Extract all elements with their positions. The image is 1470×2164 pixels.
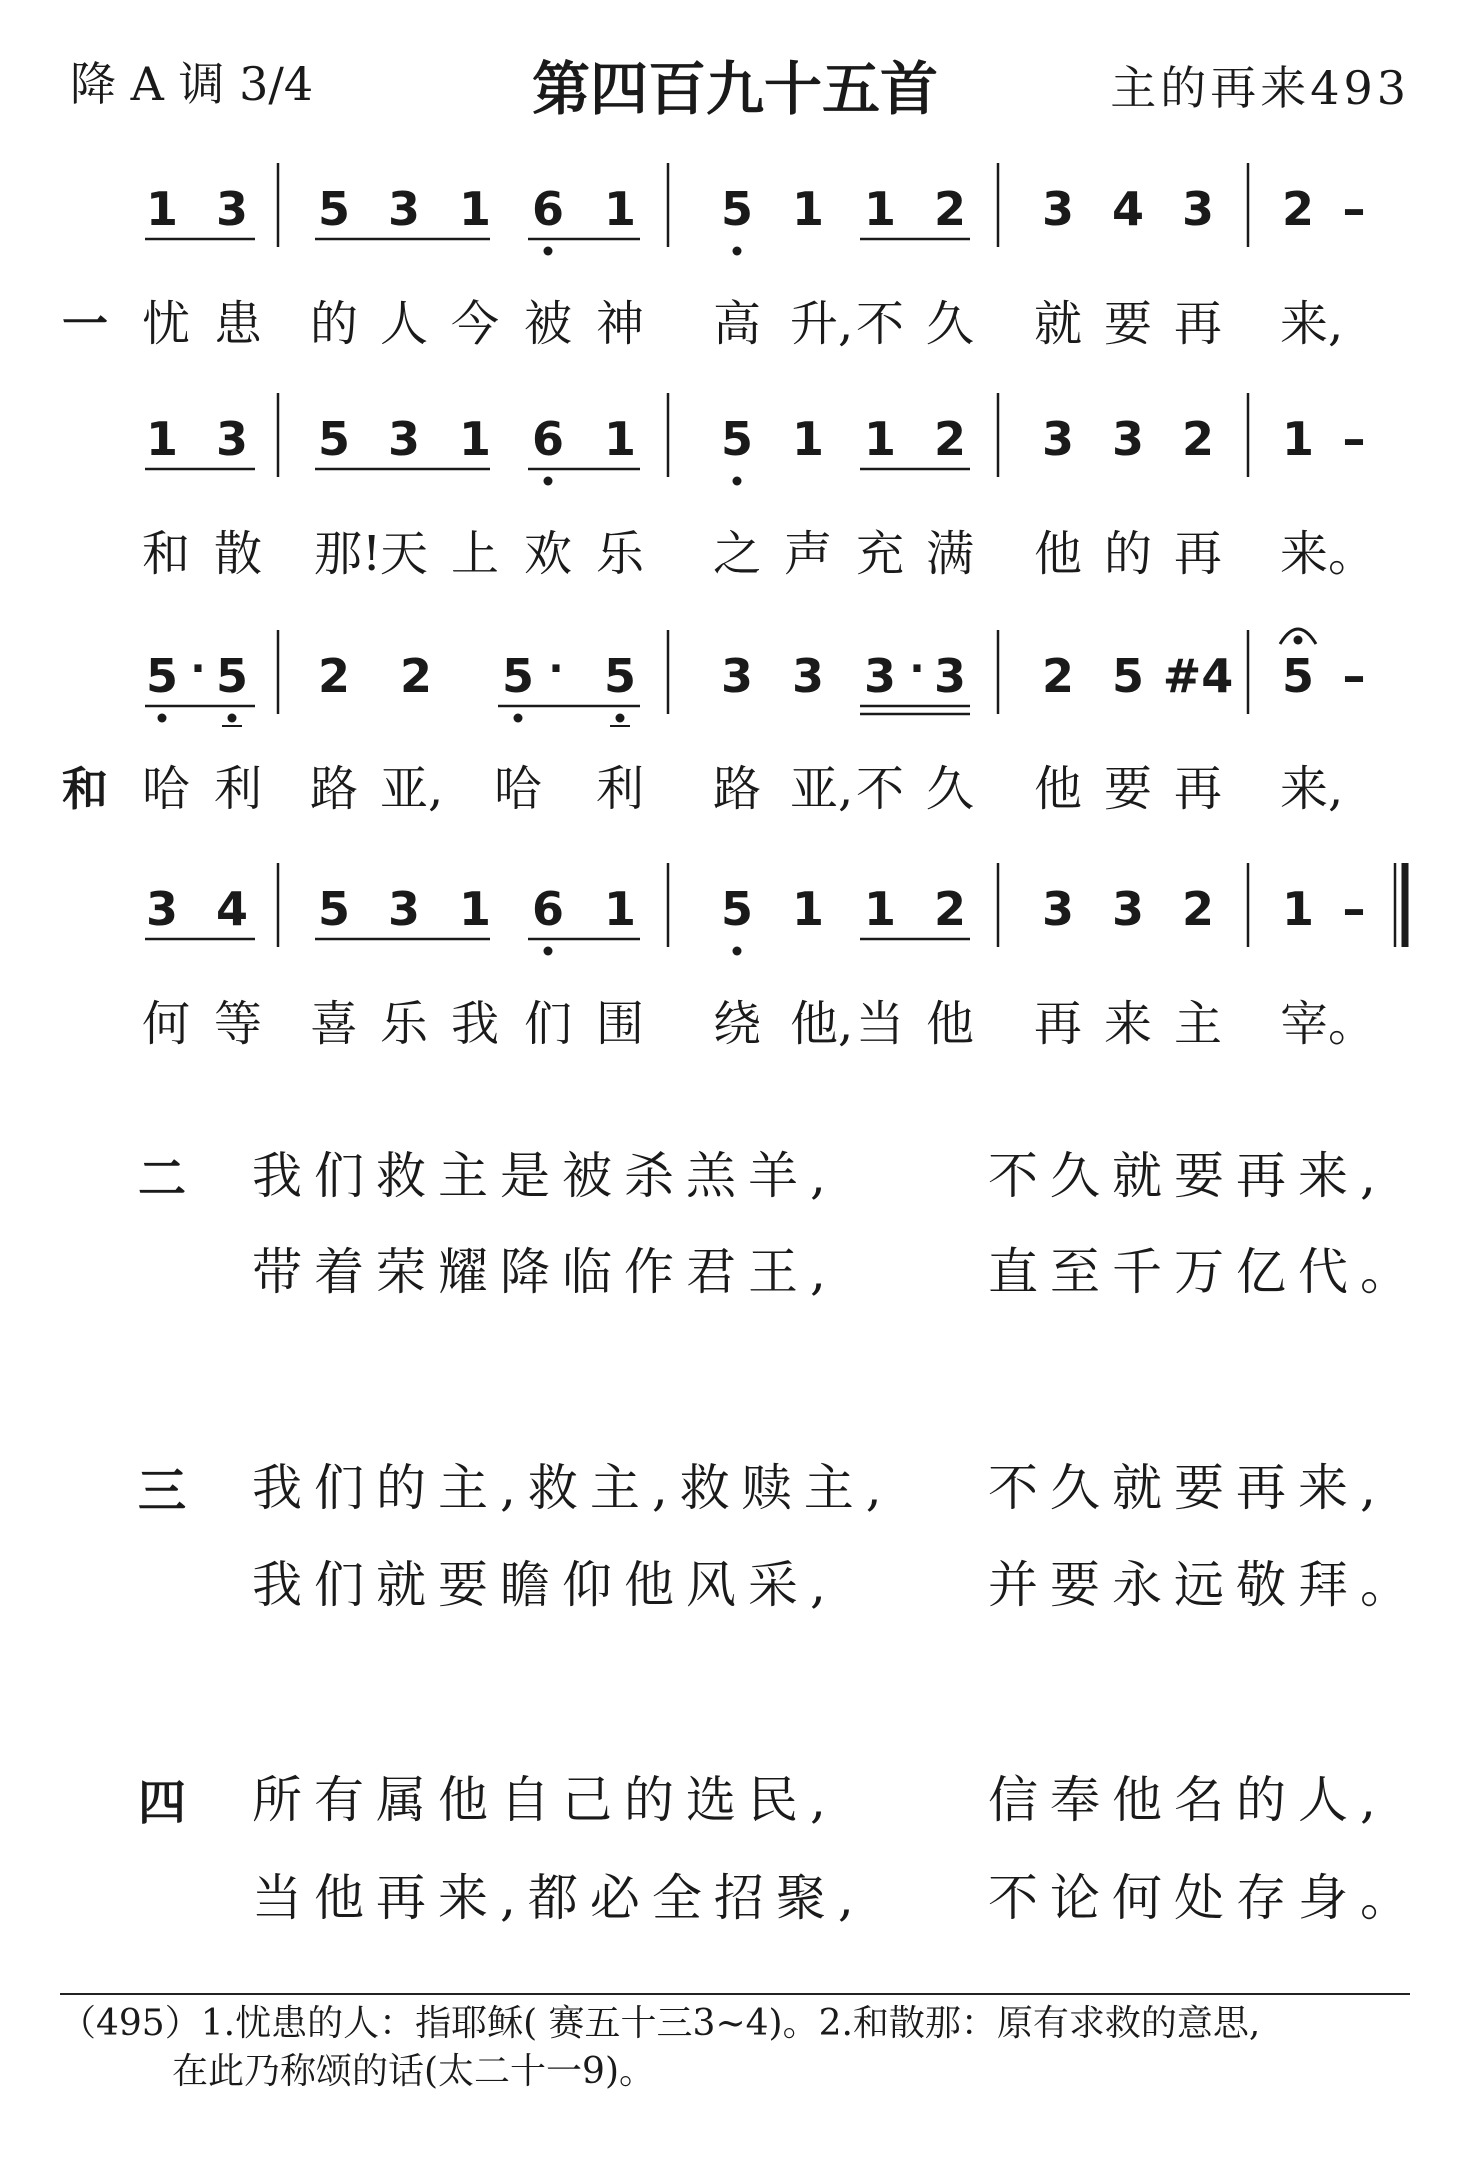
lyric-syllable: 哈: [494, 761, 543, 817]
note: 3: [791, 649, 825, 703]
verse-line: 我们就要瞻仰他风采,: [252, 1556, 838, 1614]
low-octave-dot: [544, 247, 553, 256]
extension-dash: –: [1342, 182, 1366, 236]
footnote-line-2: 在此乃称颂的话(太二十一9)。: [172, 2051, 655, 2092]
key-signature: 降 A 调 3/4: [70, 57, 314, 111]
augmentation-dot: ·: [909, 646, 925, 692]
low-octave-dot: [158, 714, 167, 723]
lyric-syllable: 他,: [790, 996, 854, 1052]
note: #4: [1162, 649, 1234, 703]
note: 3: [1041, 182, 1075, 236]
verse-line: 信奉他名的人,: [988, 1771, 1388, 1829]
lyric-syllable: 之: [713, 526, 762, 582]
note: 1: [458, 412, 492, 466]
note: 1: [458, 182, 492, 236]
lyric-syllable: 喜: [310, 996, 359, 1052]
verse-number: 三: [138, 1463, 187, 1519]
augmentation-dot: ·: [548, 646, 564, 692]
lyric-syllable: 满: [926, 526, 975, 582]
note: 6: [531, 182, 565, 236]
note: 1: [603, 882, 637, 936]
verse-line: 不久就要再来,: [988, 1147, 1388, 1205]
note: 5: [317, 182, 351, 236]
lyric-syllable: 的: [1104, 526, 1153, 582]
footnote-line-1: 1.忧患的人：指耶稣( 赛五十三3~4)。2.和散那：原有求救的意思,: [200, 2003, 1261, 2044]
note: 1: [791, 412, 825, 466]
note: 1: [145, 412, 179, 466]
note: 5: [317, 412, 351, 466]
lyric-syllable: 再: [1174, 296, 1223, 352]
lyric-syllable: 声: [784, 526, 833, 582]
lyric-syllable: 久: [926, 296, 975, 352]
lyric-syllable: 绕: [713, 996, 762, 1052]
lyric-syllable: 再: [1174, 526, 1223, 582]
note: 1: [863, 182, 897, 236]
note: 3: [1111, 882, 1145, 936]
lyric-syllable: 再: [1174, 761, 1223, 817]
footnote-ref: （495）: [60, 2003, 201, 2044]
note: 3: [215, 182, 249, 236]
note: 2: [933, 882, 967, 936]
lyric-syllable: 利: [214, 761, 263, 817]
low-octave-dot: [228, 714, 237, 723]
verse-line: 带着荣耀降临作君王,: [252, 1243, 838, 1301]
lyric-syllable: 人: [380, 296, 429, 352]
lyric-syllable: 高: [713, 296, 762, 352]
note: 4: [1111, 182, 1145, 236]
note: 5: [317, 882, 351, 936]
note: 1: [603, 412, 637, 466]
note: 2: [1181, 882, 1215, 936]
lyric-syllable: 乐: [596, 526, 645, 582]
verse-label: 和: [62, 762, 108, 816]
verse-line: 当他再来,都必全招聚,: [252, 1869, 866, 1927]
lyric-syllable: 不: [856, 296, 905, 352]
lyric-syllable: 上: [451, 526, 500, 582]
note: 3: [863, 649, 897, 703]
lyric-syllable: 久: [926, 761, 975, 817]
note: 1: [603, 182, 637, 236]
note: 2: [933, 182, 967, 236]
note: 1: [791, 182, 825, 236]
lyric-syllable: 和: [142, 526, 191, 582]
note: 3: [1181, 182, 1215, 236]
lyric-syllable: 再: [1034, 996, 1083, 1052]
lyric-syllable: 忧: [142, 296, 191, 352]
lyric-syllable: 神: [596, 296, 645, 352]
lyric-syllable: 患: [214, 296, 263, 352]
lyric-syllable: 要: [1104, 296, 1153, 352]
lyric-syllable: 散: [214, 526, 263, 582]
low-octave-dot: [544, 477, 553, 486]
lyric-syllable: 天: [380, 526, 429, 582]
low-octave-dot: [514, 714, 523, 723]
footnote-divider: [60, 1993, 1410, 1995]
note: 2: [1041, 649, 1075, 703]
lyric-syllable: 来,: [1280, 761, 1344, 817]
verse-line: 我们的主,救主,救赎主,: [252, 1459, 894, 1517]
note: 5: [215, 649, 249, 703]
note: 2: [399, 649, 433, 703]
verse-line: 不论何处存身。: [988, 1869, 1422, 1927]
hymn-title: 第四百九十五首: [531, 55, 938, 123]
verse-line: 并要永远敬拜。: [988, 1556, 1422, 1614]
lyric-syllable: 围: [596, 996, 645, 1052]
note: 5: [1111, 649, 1145, 703]
note: 2: [317, 649, 351, 703]
low-octave-dot: [616, 714, 625, 723]
note: 5: [501, 649, 535, 703]
note: 1: [458, 882, 492, 936]
lyric-syllable: 路: [713, 761, 762, 817]
note: 3: [1041, 412, 1075, 466]
note: 3: [387, 882, 421, 936]
note: 6: [531, 882, 565, 936]
lyric-syllable: 今: [451, 296, 500, 352]
lyric-syllable: 来,: [1280, 296, 1344, 352]
fermata-dot: [1294, 636, 1303, 645]
lyric-syllable: 利: [596, 761, 645, 817]
verse-line: 我们救主是被杀羔羊,: [252, 1147, 838, 1205]
verse-number: 二: [138, 1151, 187, 1207]
verse-label: 一: [62, 297, 108, 351]
note: 5: [145, 649, 179, 703]
lyric-syllable: 等: [214, 996, 263, 1052]
note: 5: [720, 412, 754, 466]
lyric-syllable: 何: [142, 996, 191, 1052]
lyric-syllable: 乐: [380, 996, 429, 1052]
extension-dash: –: [1342, 882, 1366, 936]
note: 6: [531, 412, 565, 466]
note: 3: [1111, 412, 1145, 466]
extension-dash: –: [1342, 412, 1366, 466]
lyric-syllable: 来。: [1280, 526, 1377, 582]
low-octave-dot: [544, 947, 553, 956]
verse-number: 四: [138, 1775, 187, 1831]
note: 2: [1181, 412, 1215, 466]
note: 1: [791, 882, 825, 936]
lyric-syllable: 亚,: [380, 761, 444, 817]
footnote: [60, 2000, 1430, 2096]
lyric-syllable: 路: [310, 761, 359, 817]
note: 3: [145, 882, 179, 936]
note: 5: [603, 649, 637, 703]
note: 1: [863, 882, 897, 936]
lyric-syllable: 就: [1034, 296, 1083, 352]
lyric-syllable: 升,: [790, 296, 854, 352]
note: 3: [215, 412, 249, 466]
verse-line: 不久就要再来,: [988, 1459, 1388, 1517]
lyric-syllable: 要: [1104, 761, 1153, 817]
note: 1: [145, 182, 179, 236]
lyric-syllable: 亚,: [790, 761, 854, 817]
lyric-syllable: 们: [524, 996, 573, 1052]
note: 3: [387, 412, 421, 466]
lyric-syllable: 欢: [524, 526, 573, 582]
note: 5: [720, 882, 754, 936]
low-octave-dot: [733, 247, 742, 256]
lyric-syllable: 他: [1034, 761, 1083, 817]
note: 1: [1281, 412, 1315, 466]
note: 5: [720, 182, 754, 236]
lyric-syllable: 他: [1034, 526, 1083, 582]
note: 1: [863, 412, 897, 466]
lyric-syllable: 我: [451, 996, 500, 1052]
extension-dash: –: [1342, 649, 1366, 703]
hymn-category: 主的再来493: [1110, 61, 1410, 115]
lyric-syllable: 的: [310, 296, 359, 352]
lyric-syllable: 不: [856, 761, 905, 817]
lyric-syllable: 他: [926, 996, 975, 1052]
note: 3: [1041, 882, 1075, 936]
lyric-syllable: 那!: [314, 526, 382, 582]
lyric-syllable: 被: [524, 296, 573, 352]
lyric-syllable: 当: [856, 996, 905, 1052]
lyric-syllable: 来: [1104, 996, 1153, 1052]
note: 3: [387, 182, 421, 236]
note: 3: [933, 649, 967, 703]
note: 2: [1281, 182, 1315, 236]
note: 1: [1281, 882, 1315, 936]
lyric-syllable: 充: [856, 526, 905, 582]
augmentation-dot: ·: [190, 646, 206, 692]
verse-line: 所有属他自己的选民,: [252, 1771, 838, 1829]
lyric-syllable: 宰。: [1280, 996, 1377, 1052]
note: 3: [720, 649, 754, 703]
note: 4: [215, 882, 249, 936]
low-octave-dot: [733, 477, 742, 486]
lyric-syllable: 哈: [142, 761, 191, 817]
lyric-syllable: 主: [1174, 996, 1223, 1052]
note: 5: [1281, 649, 1315, 703]
note: 2: [933, 412, 967, 466]
verse-line: 直至千万亿代。: [988, 1243, 1422, 1301]
low-octave-dot: [733, 947, 742, 956]
